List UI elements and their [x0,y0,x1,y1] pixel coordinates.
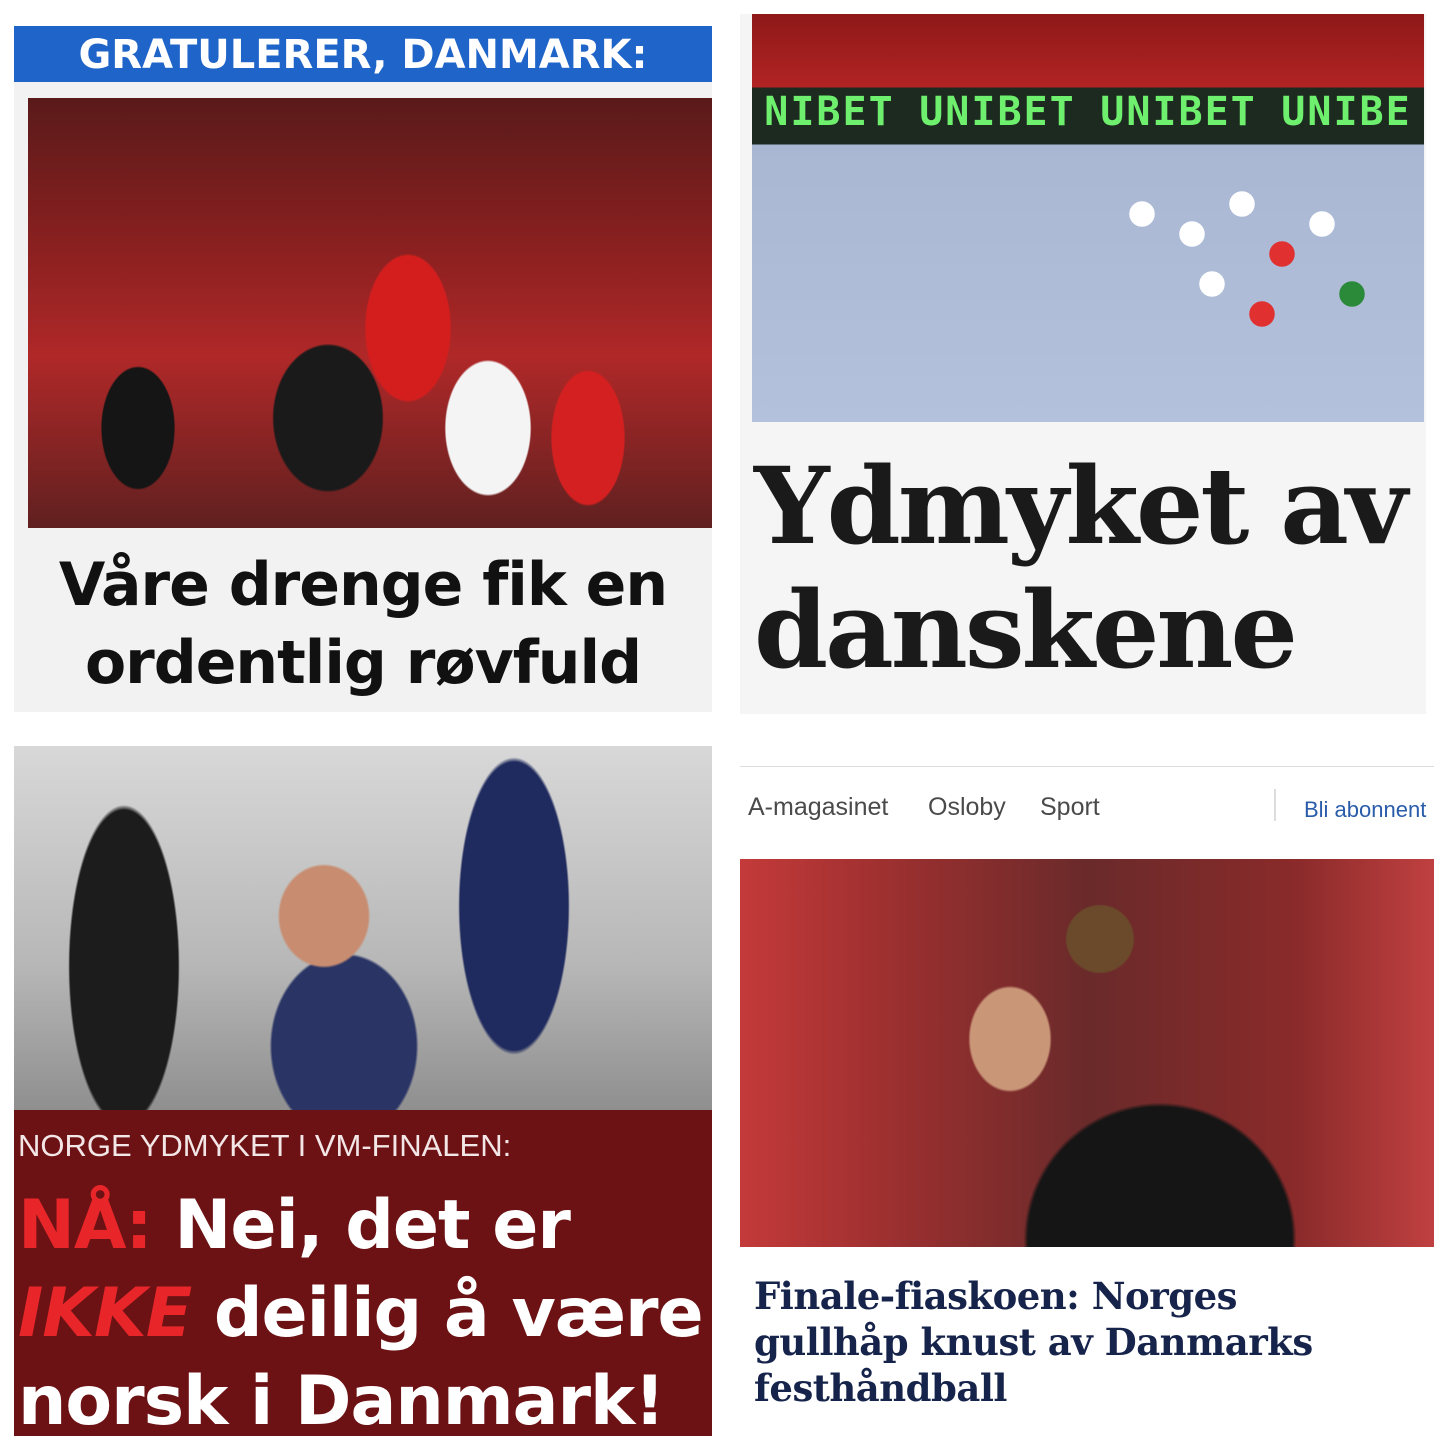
article-card-ydmyket[interactable] [740,14,1426,714]
handball-court-photo [752,14,1424,422]
board-text: UNIBET [919,89,1076,135]
celebrating-players [1112,174,1392,354]
headline-line: Finale-fiaskoen: Norges [754,1274,1237,1318]
dejected-player-photo [14,746,712,1110]
headline-line [18,1270,712,1358]
headline-line: Våre drenge fik en [58,550,668,620]
headline-line: ordentlig røvfuld [84,628,642,698]
site-nav [748,787,1434,827]
headline-emphasis: IKKE [18,1274,192,1353]
article-card-norge-ydmyket[interactable] [14,746,712,1436]
board-text: UNIBET [1100,89,1257,135]
celebration-photo [28,98,712,528]
subscribe-link[interactable]: Bli abonnent [1304,797,1427,822]
article-headline[interactable] [14,546,712,702]
headline-prefix: NÅ: [18,1186,152,1265]
nav-item-osloby[interactable]: Osloby [928,793,1006,821]
article-headline[interactable] [754,444,1426,692]
headline-line: norsk i Danmark! [18,1362,665,1436]
nav-item-a-magasinet[interactable]: A-magasinet [748,793,889,821]
headline-line: gullhåp knust av Danmarks [754,1320,1313,1364]
article-card-dansk-tabloid[interactable] [14,26,712,712]
nav-divider [1274,789,1276,821]
headline-line: Ydmyket av [754,443,1405,568]
board-text: NIBET [764,89,895,135]
article-headline[interactable] [754,1273,1430,1411]
headline-text: Nei, det er [151,1186,570,1265]
headline-line: festhåndball [754,1366,1007,1410]
advertising-board [752,84,1424,140]
board-text: UNIBE [1281,89,1412,135]
headline-line [18,1182,712,1270]
headline-line: danskene [754,567,1295,692]
kicker-text: NORGE YDMYKET I VM-FINALEN: [18,1128,512,1163]
headline-text: deilig å være [191,1274,703,1353]
article-headline[interactable] [18,1182,712,1436]
article-card-finale-fiaskoen[interactable] [740,766,1434,1437]
kicker-banner: GRATULERER, DANMARK: [14,26,712,82]
nav-item-sport[interactable]: Sport [1040,793,1100,821]
coach-photo [740,859,1434,1247]
